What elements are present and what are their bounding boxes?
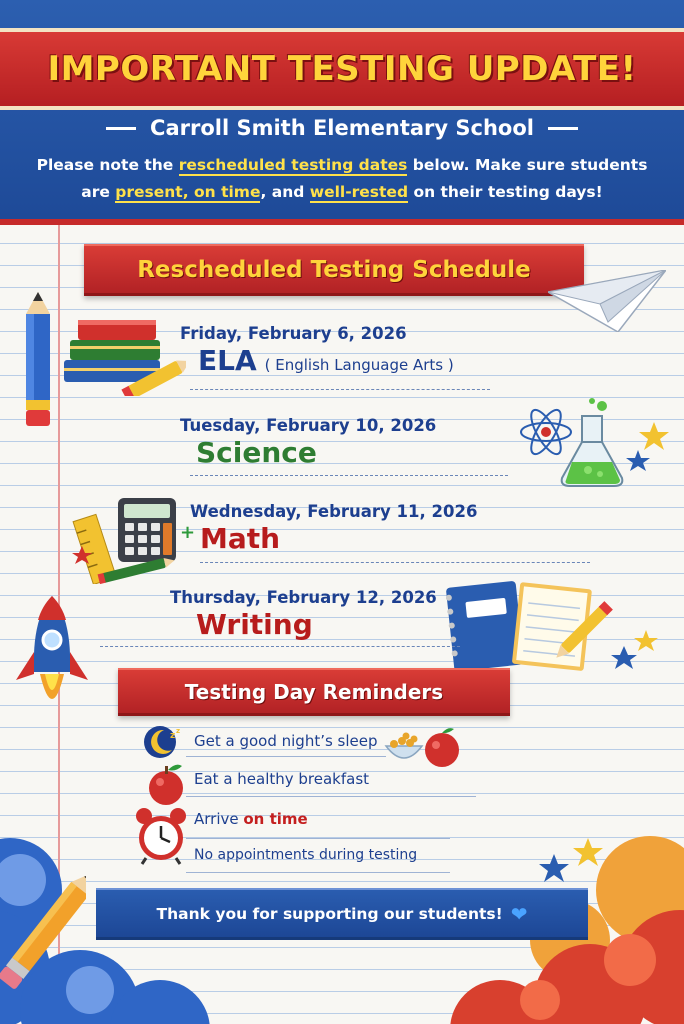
heart-icon: ❤ — [510, 901, 528, 926]
schedule-underline — [190, 475, 508, 476]
intro-part: Please note the — [36, 156, 179, 174]
footer-text: Thank you for supporting our students! — [156, 904, 503, 923]
schedule-item-science — [180, 416, 436, 471]
subject-name: Science — [196, 436, 317, 469]
reminders-ribbon — [118, 668, 510, 716]
moon-icon — [142, 724, 188, 760]
intro-highlight: present, on time — [115, 183, 261, 201]
calculator-icon — [72, 496, 198, 584]
pencil-icon — [18, 292, 58, 434]
svg-text:+: + — [180, 522, 196, 543]
school-row — [0, 112, 684, 144]
header — [0, 0, 684, 225]
intro-text — [20, 152, 664, 206]
schedule-item-math — [190, 502, 477, 557]
svg-text:z: z — [176, 727, 181, 735]
subject-name: ELA — [198, 344, 257, 377]
schedule-underline — [190, 389, 490, 390]
intro-part: on their testing days! — [408, 183, 603, 201]
page-title: IMPORTANT TESTING UPDATE! — [47, 49, 637, 89]
star-icon — [536, 836, 608, 888]
school-rule-left — [106, 127, 136, 130]
test-date: Friday, February 6, 2026 — [180, 324, 407, 343]
intro-part: below. Make sure students are — [81, 156, 648, 201]
flask-icon — [556, 398, 632, 490]
reminder-text: Arrive — [194, 810, 244, 828]
test-date: Wednesday, February 11, 2026 — [190, 502, 478, 521]
title-banner — [0, 28, 684, 110]
schedule-underline — [200, 562, 590, 563]
schedule-title: Rescheduled Testing Schedule — [137, 256, 531, 283]
test-date: Thursday, February 12, 2026 — [170, 588, 437, 607]
star-icon — [624, 420, 682, 472]
reminder-on-time — [194, 810, 308, 828]
books-icon — [64, 318, 186, 396]
reminder-appointments: No appointments during testing — [194, 847, 418, 863]
test-date: Tuesday, February 10, 2026 — [180, 416, 437, 435]
subject-note: ( English Language Arts ) — [264, 356, 454, 374]
rocket-icon — [12, 594, 92, 726]
reminder-underline — [186, 756, 386, 757]
test-subject — [198, 343, 454, 383]
schedule-underline — [100, 646, 460, 647]
reminder-breakfast: Eat a healthy breakfast — [194, 770, 370, 788]
schedule-item-writing — [170, 588, 437, 643]
reminder-underline — [186, 796, 476, 797]
svg-text:z: z — [170, 731, 176, 741]
subject-name: Writing — [196, 608, 313, 641]
reminder-highlight: on time — [243, 810, 308, 828]
schedule-ribbon — [84, 244, 584, 296]
star-icon — [610, 628, 662, 670]
school-rule-right — [548, 127, 578, 130]
reminders-title: Testing Day Reminders — [184, 679, 444, 704]
intro-highlight: rescheduled testing dates — [178, 156, 408, 174]
notebook-icon — [446, 576, 616, 674]
subject-name: Math — [200, 522, 281, 555]
paper-plane-icon — [548, 270, 666, 332]
intro-highlight: well-rested — [309, 183, 409, 201]
school-name: Carroll Smith Elementary School — [150, 116, 534, 140]
footer-banner — [96, 888, 588, 940]
reminder-sleep: Get a good night’s sleep — [194, 732, 378, 750]
apple-icon — [144, 762, 188, 806]
schedule-item-ela — [180, 324, 454, 383]
breakfast-icon — [384, 724, 462, 770]
intro-part: , and — [260, 183, 310, 201]
pencil-icon — [0, 876, 86, 996]
